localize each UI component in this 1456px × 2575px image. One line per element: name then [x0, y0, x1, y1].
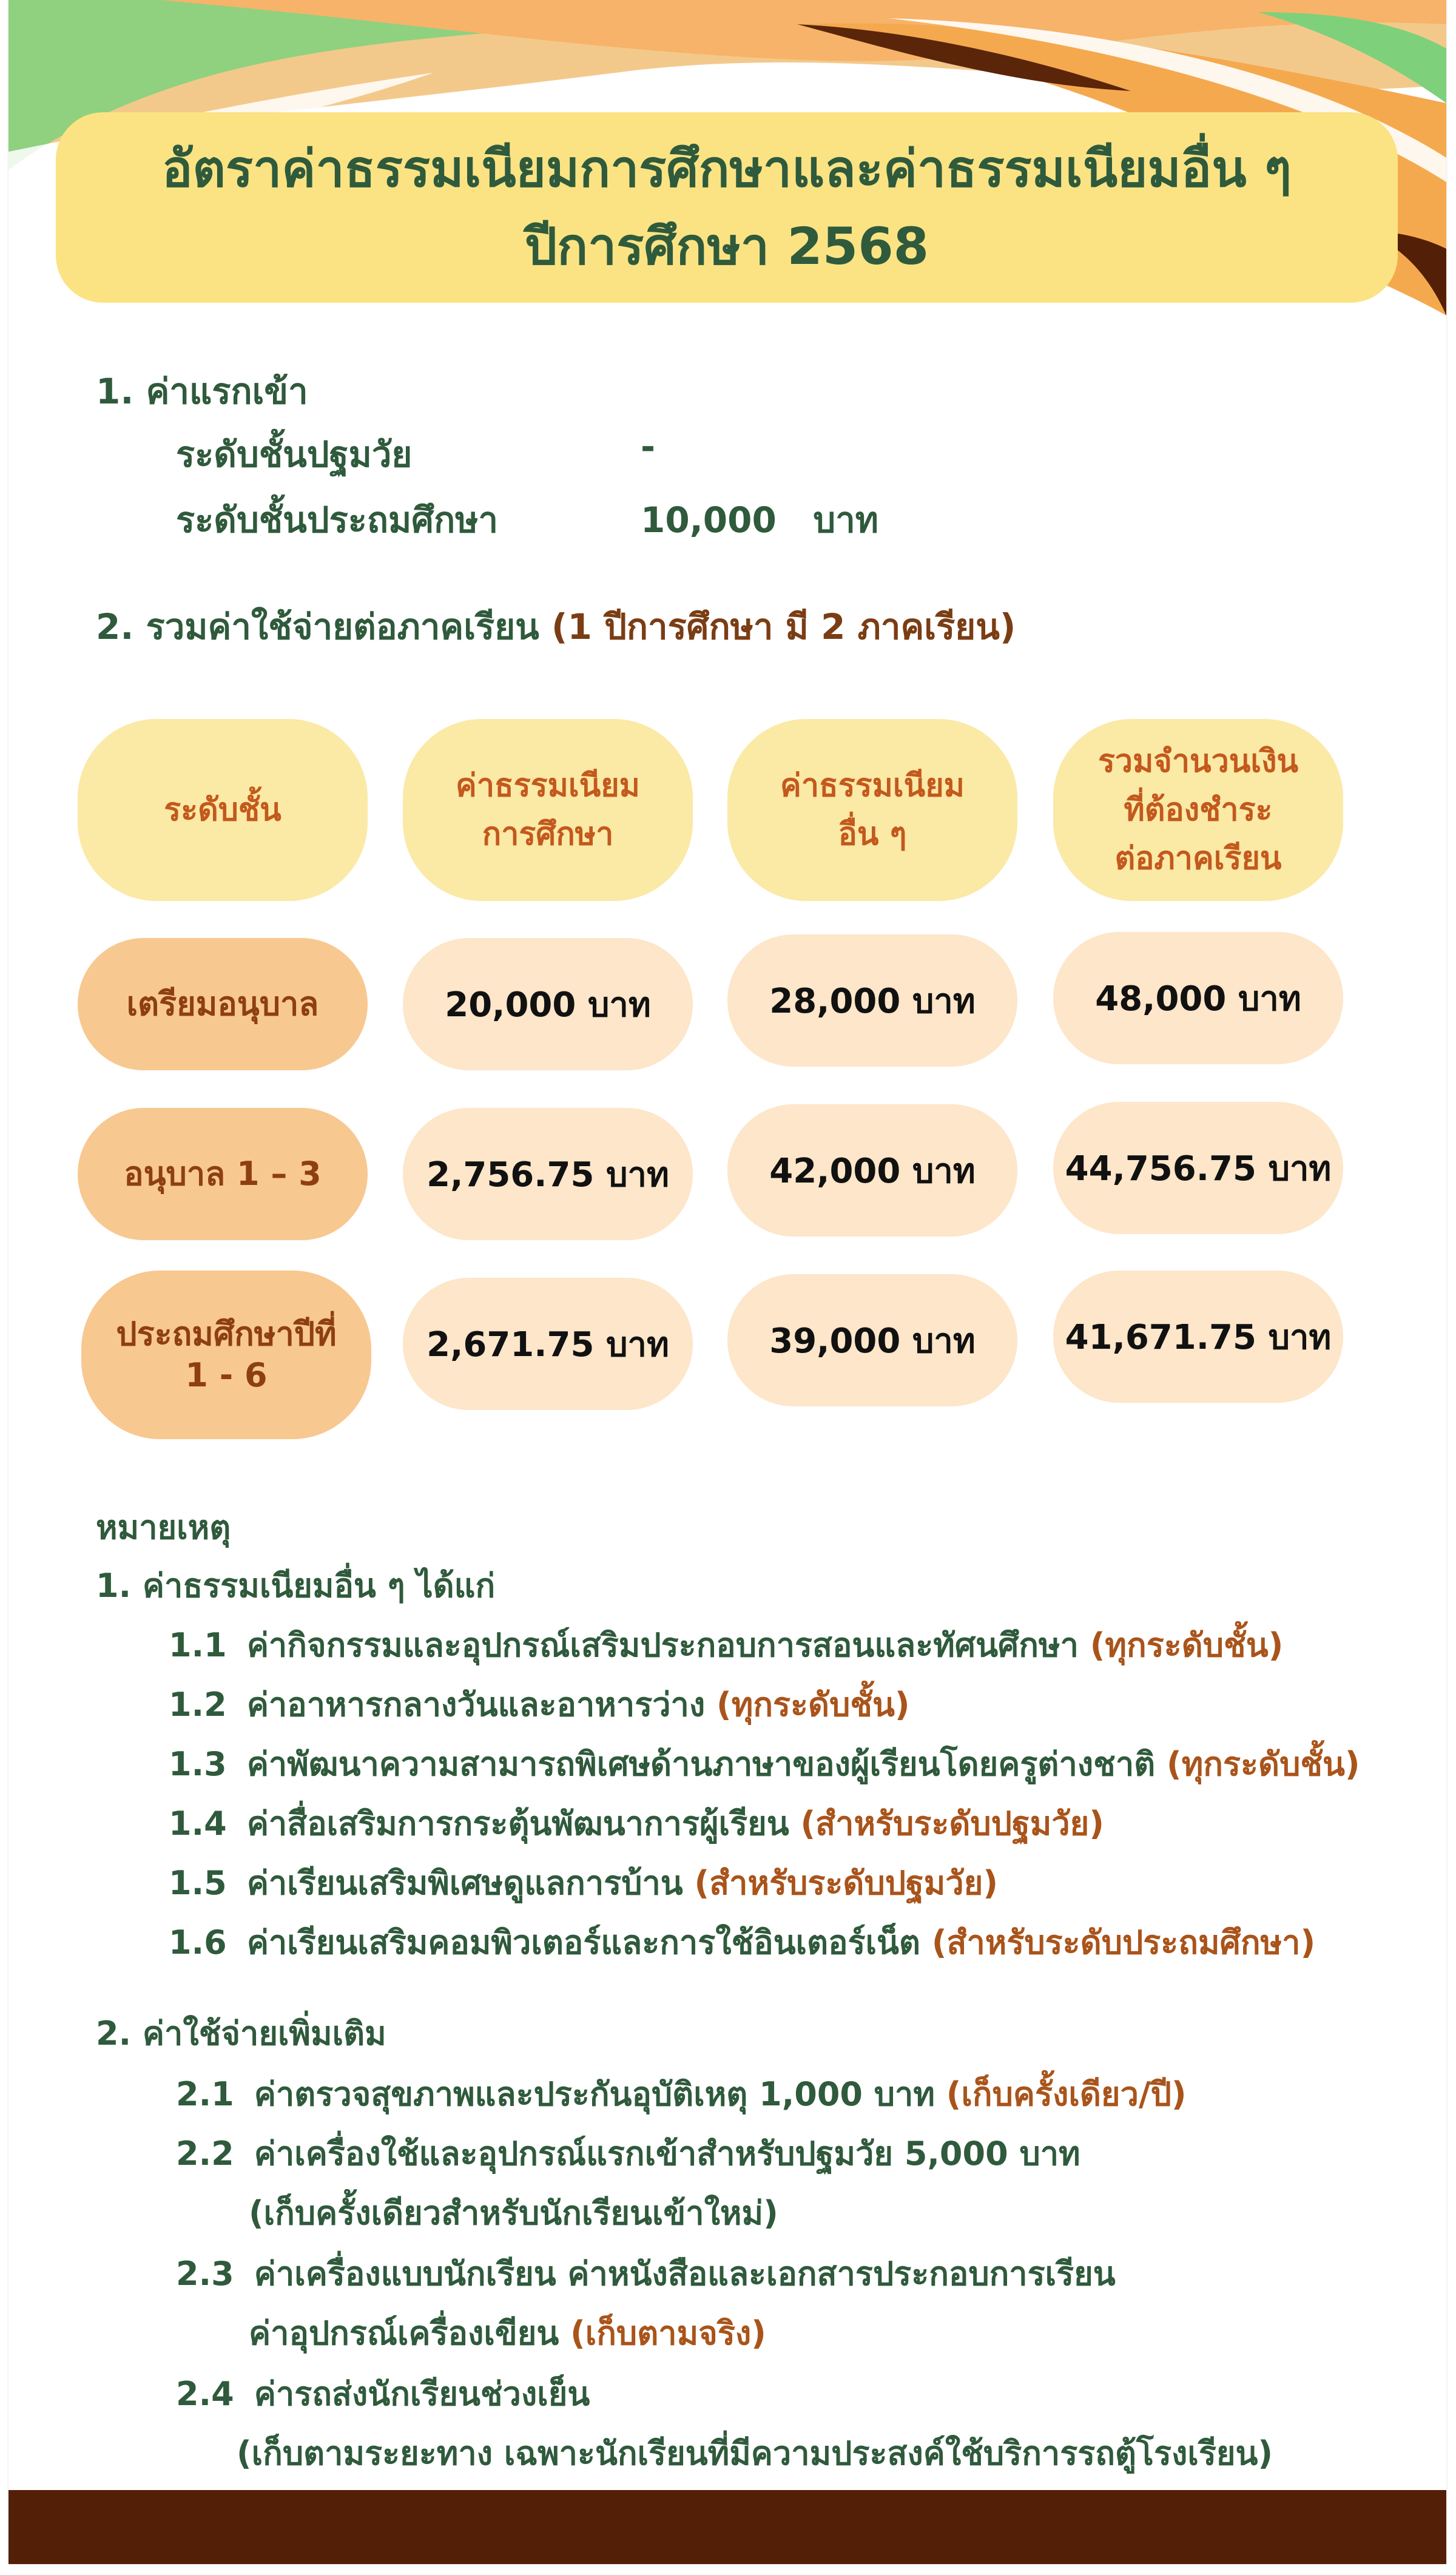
table-cell-total: 44,756.75 บาท	[1053, 1102, 1343, 1234]
fee-notice-page	[8, 0, 1446, 2564]
entrance-label-preschool: ระดับชั้นปฐมวัย	[176, 434, 413, 475]
extra-item-2-1: 2.1 ค่าตรวจสุขภาพและประกันอุบัติเหตุ 1,000 บาท (เก็บครั้งเดียว/ปี)	[176, 2075, 1187, 2113]
table-row-level-kindergarten: อนุบาล 1 – 3	[78, 1108, 368, 1240]
table-cell-other-fees: 39,000 บาท	[727, 1274, 1017, 1406]
other-fee-item-1-6: 1.6 ค่าเรียนเสริมคอมพิวเตอร์และการใช้อินเตอร์เน็ต (สำหรับระดับประถมศึกษา)	[169, 1923, 1316, 1962]
semester-heading-note: (1 ปีการศึกษา มี 2 ภาคเรียน)	[551, 606, 1016, 647]
entrance-value-primary: 10,000 บาท	[641, 499, 879, 541]
table-cell-other-fees: 28,000 บาท	[727, 934, 1017, 1067]
extra-item-2-3-continued: ค่าอุปกรณ์เครื่องเขียน (เก็บตามจริง)	[249, 2314, 766, 2352]
table-header-other-fees	[727, 719, 1017, 901]
table-header-total-line1: รวมจำนวนเงิน	[1097, 743, 1299, 780]
table-row-level-primary-line2: 1 - 6	[185, 1356, 268, 1394]
table-row-level-primary	[81, 1271, 371, 1439]
extra-item-2-3: 2.3 ค่าเครื่องแบบนักเรียน ค่าหนังสือและเอกสารประกอบการเรียน	[176, 2255, 1116, 2293]
extra-item-2-4-note: (เก็บตามระยะทาง เฉพาะนักเรียนที่มีความประสงค์ใช้บริการรถตู้โรงเรียน)	[237, 2434, 1273, 2472]
table-header-total-line3: ต่อภาคเรียน	[1114, 840, 1282, 877]
title-line-2: ปีการศึกษา 2568	[524, 217, 929, 276]
table-row-level-primary-line1: ประถมศึกษาปีที่	[116, 1315, 337, 1353]
extra-item-2-2: 2.2 ค่าเครื่องใช้และอุปกรณ์แรกเข้าสำหรับปฐมวัย 5,000 บาท	[176, 2135, 1080, 2173]
semester-heading-text: 2. รวมค่าใช้จ่ายต่อภาคเรียน	[96, 606, 539, 647]
table-header-other-line2: อื่น ๆ	[838, 816, 907, 852]
table-header-total-line2: ที่ต้องชำระ	[1124, 792, 1273, 828]
other-fee-item-1-4: 1.4 ค่าสื่อเสริมการกระตุ้นพัฒนาการผู้เรียน (สำหรับระดับปฐมวัย)	[169, 1804, 1104, 1843]
table-cell-total: 48,000 บาท	[1053, 932, 1343, 1064]
table-cell-tuition: 2,756.75 บาท	[403, 1108, 693, 1240]
table-cell-tuition: 20,000 บาท	[403, 938, 693, 1070]
table-cell-tuition: 2,671.75 บาท	[403, 1278, 693, 1410]
title-line-1: อัตราค่าธรรมเนียมการศึกษาและค่าธรรมเนียมอื่น ๆ	[161, 139, 1292, 198]
semester-heading	[96, 598, 1016, 655]
table-header-level	[78, 719, 368, 901]
table-header-other-line1: ค่าธรรมเนียม	[780, 768, 965, 804]
other-fee-item-1-2: 1.2 ค่าอาหารกลางวันและอาหารว่าง (ทุกระดับชั้น)	[169, 1686, 910, 1724]
notes-heading: หมายเหตุ	[96, 1508, 231, 1547]
table-header-level-line1: ระดับชั้น	[164, 792, 281, 828]
entrance-value-preschool: -	[641, 426, 656, 467]
table-header-tuition-line2: การศึกษา	[482, 816, 614, 852]
table-row-level-pre-kindergarten: เตรียมอนุบาล	[78, 938, 368, 1070]
page-title	[56, 112, 1398, 303]
extra-item-2-2-note: (เก็บครั้งเดียวสำหรับนักเรียนเข้าใหม่)	[249, 2194, 778, 2232]
table-header-total	[1053, 719, 1343, 901]
table-cell-other-fees: 42,000 บาท	[727, 1104, 1017, 1237]
table-header-tuition-line1: ค่าธรรมเนียม	[456, 768, 640, 804]
other-fee-item-1-5: 1.5 ค่าเรียนเสริมพิเศษดูแลการบ้าน (สำหรับระดับปฐมวัย)	[169, 1864, 999, 1902]
extra-item-2-4: 2.4 ค่ารถส่งนักเรียนช่วงเย็น	[176, 2375, 590, 2413]
other-fees-heading: 1. ค่าธรรมเนียมอื่น ๆ ได้แก่	[96, 1567, 496, 1605]
entrance-heading: 1. ค่าแรกเข้า	[96, 371, 308, 412]
extra-costs-heading: 2. ค่าใช้จ่ายเพิ่มเติม	[96, 2014, 386, 2053]
other-fee-item-1-1: 1.1 ค่ากิจกรรมและอุปกรณ์เสริมประกอบการสอนและทัศนศึกษา (ทุกระดับชั้น)	[169, 1626, 1284, 1664]
table-header-tuition	[403, 719, 693, 901]
other-fee-item-1-3: 1.3 ค่าพัฒนาความสามารถพิเศษด้านภาษาของผู้เรียนโดยครูต่างชาติ (ทุกระดับชั้น)	[169, 1745, 1360, 1783]
footer-bar	[8, 2490, 1446, 2564]
entrance-label-primary: ระดับชั้นประถมศึกษา	[176, 499, 499, 541]
table-cell-total: 41,671.75 บาท	[1053, 1271, 1343, 1403]
